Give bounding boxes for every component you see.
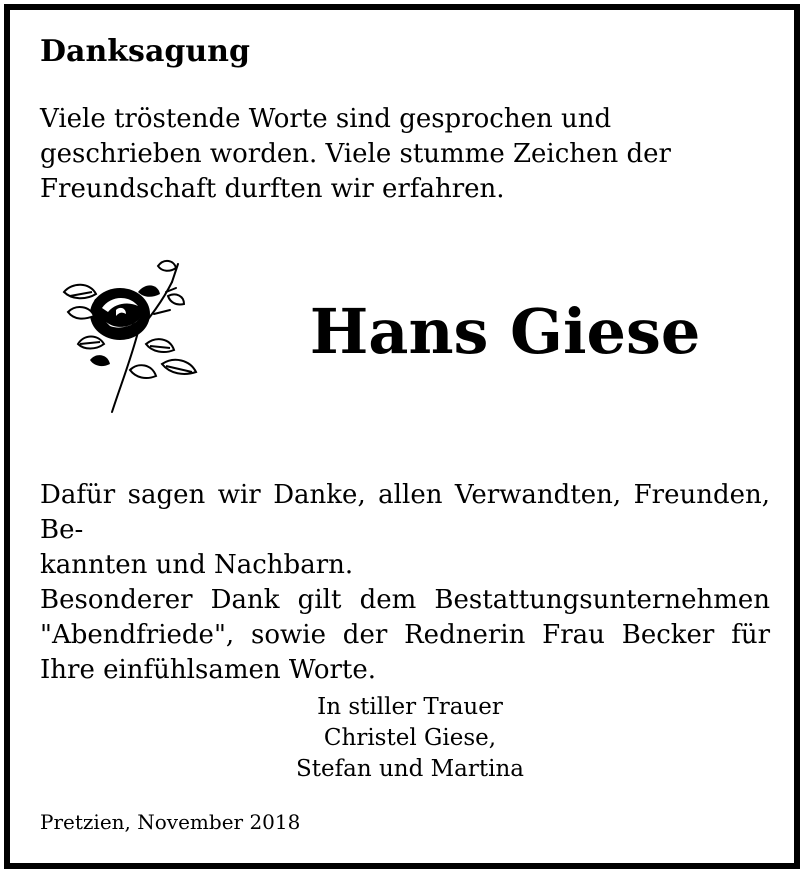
signoff-block (210, 692, 610, 785)
deceased-name: Hans Giese (309, 295, 701, 368)
signoff-line: Stefan und Martina (295, 756, 524, 782)
thanks-line: kannten und Nachbarn. (40, 550, 354, 580)
thanks-paragraph (40, 478, 770, 688)
signoff-line: Christel Giese, (323, 725, 497, 751)
rose-flower-icon (50, 252, 210, 422)
place-date: Pretzien, November 2018 (40, 810, 301, 834)
obituary-notice (4, 4, 800, 869)
thanks-line: Dafür sagen wir Danke, allen Verwandten, Freunden, Be- (40, 480, 770, 545)
signoff-line: In stiller Trauer (317, 694, 503, 720)
notice-heading: Danksagung (40, 34, 250, 69)
thanks-line: Besonderer Dank gilt dem Bestattungsunternehmen "Abendfriede", sowie der Rednerin Frau Becker für Ihre einfühlsamen Worte. (40, 585, 770, 685)
intro-paragraph: Viele tröstende Worte sind gesprochen und geschrieben worden. Viele stumme Zeichen der Freundschaft durften wir erfahren. (40, 104, 671, 204)
